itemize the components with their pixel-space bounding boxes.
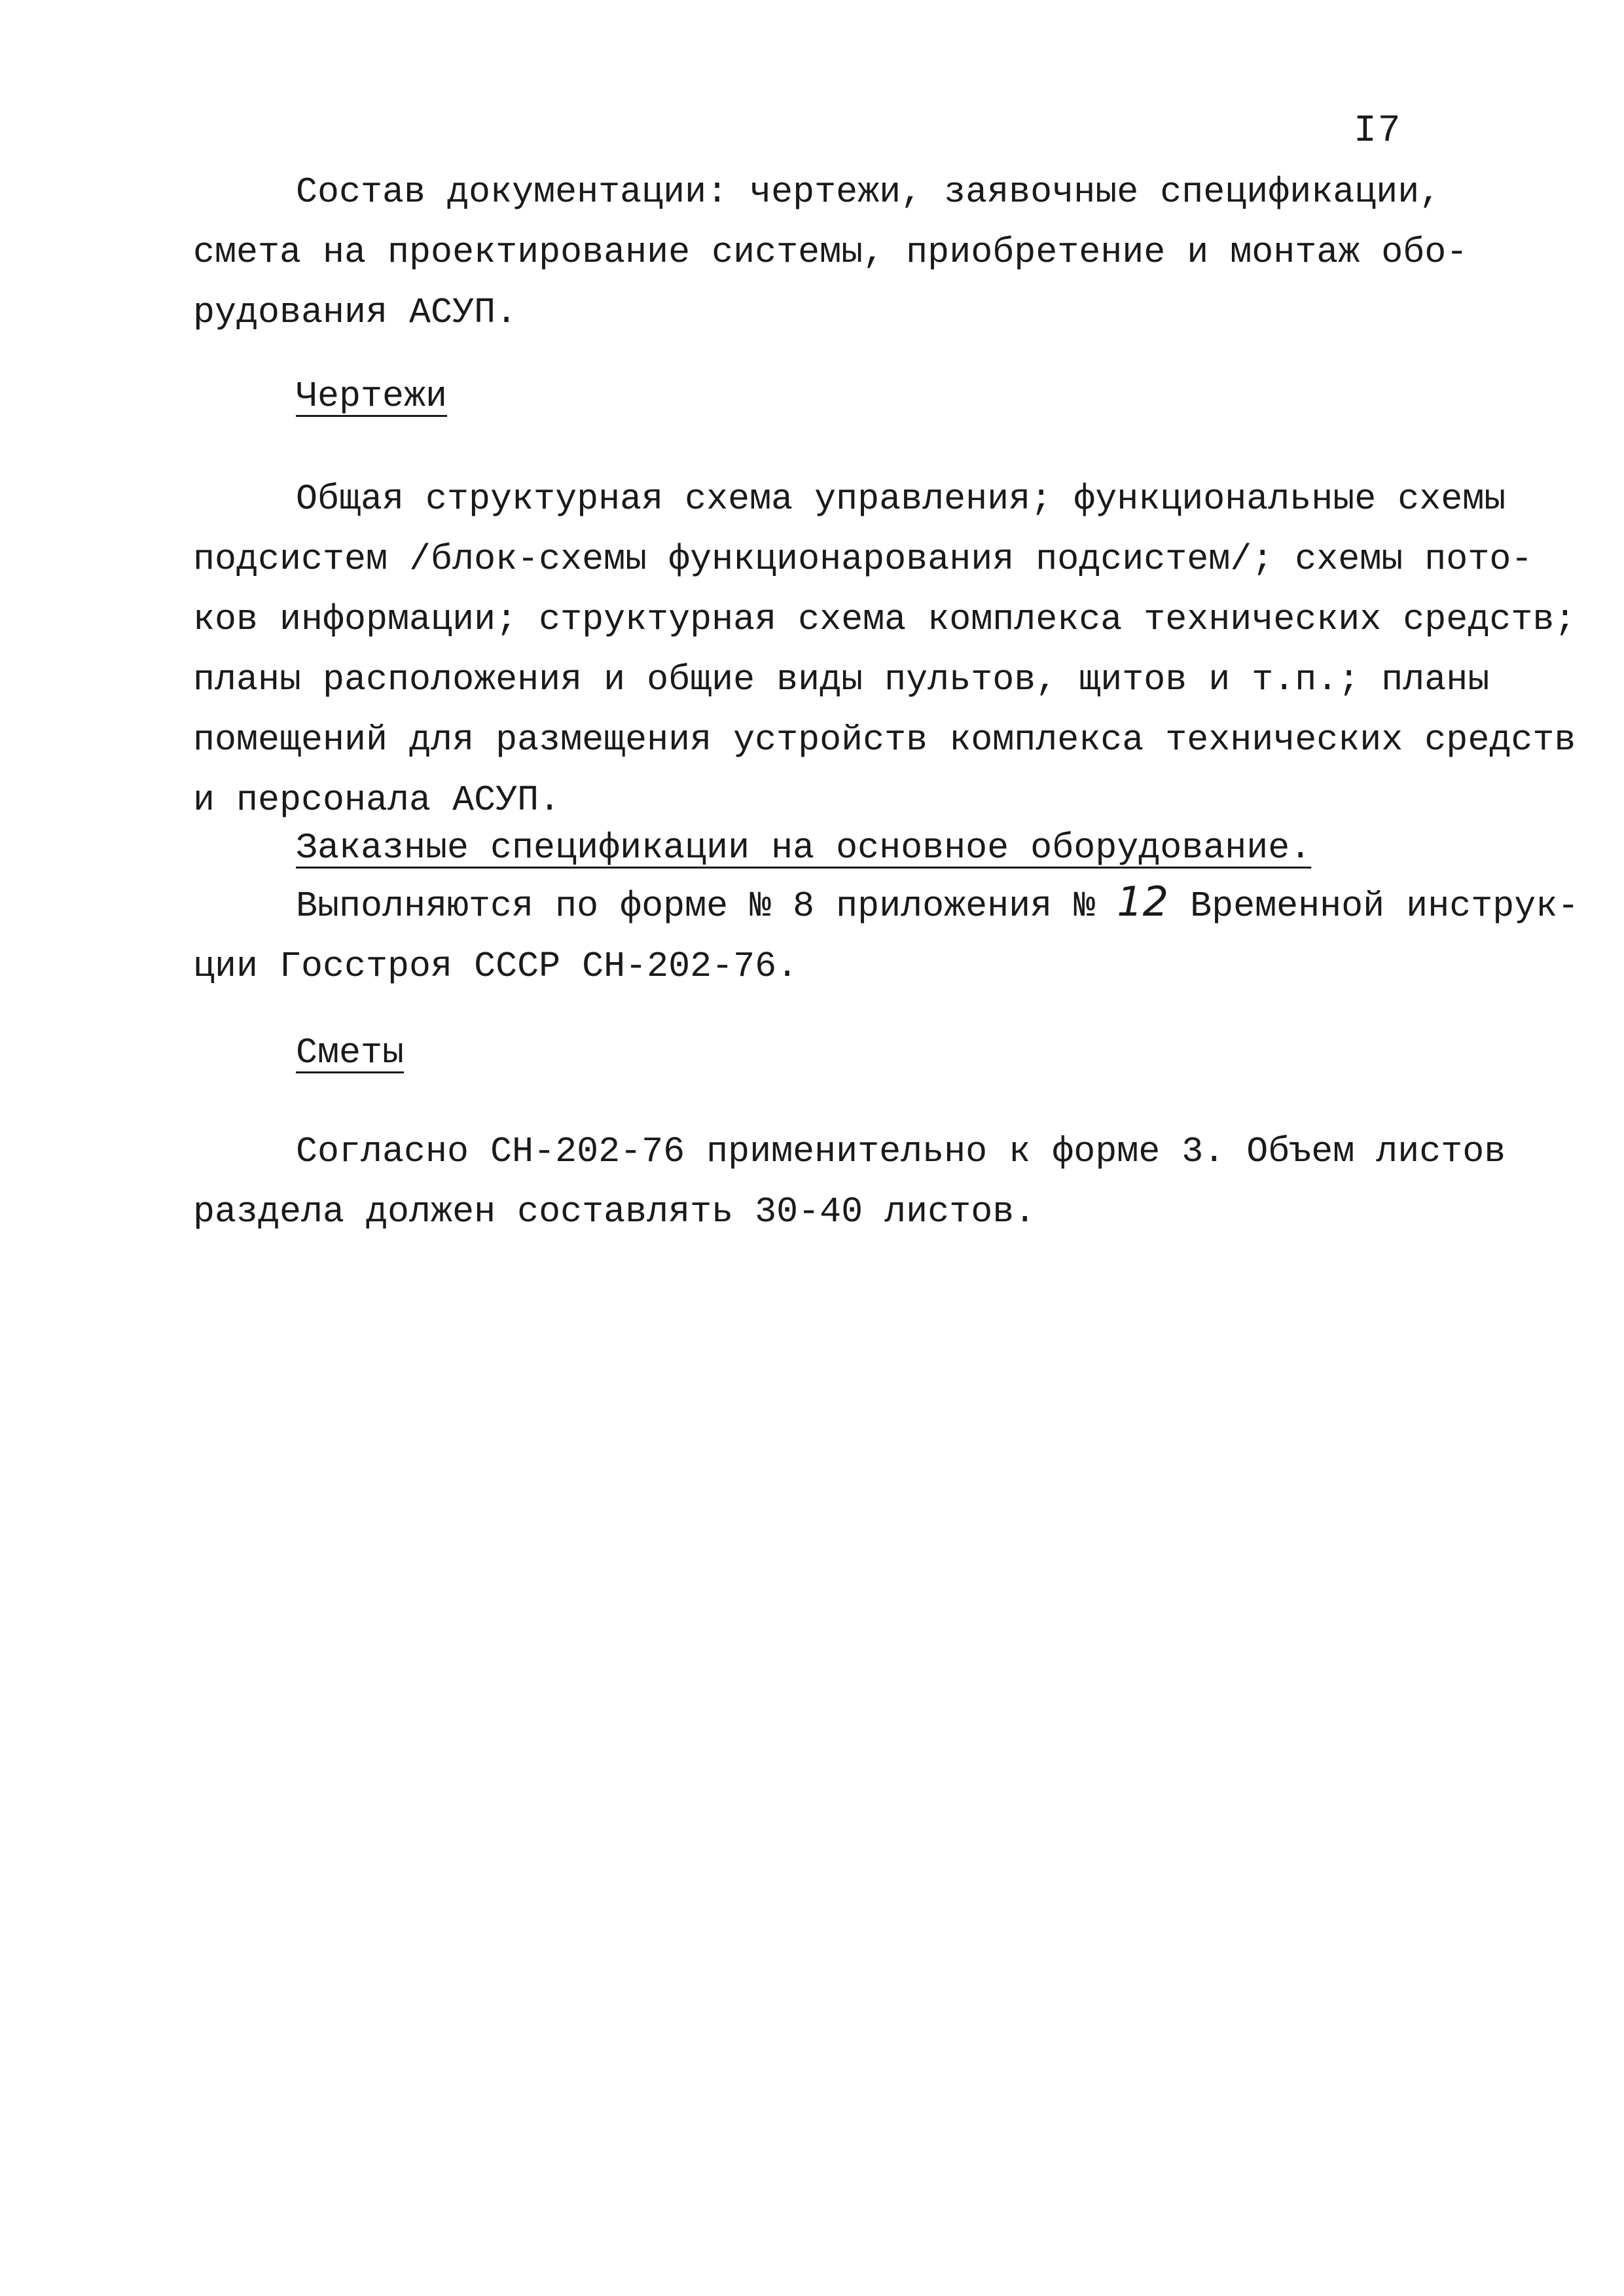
- specifications-text: Временной инструк-: [1168, 886, 1579, 927]
- estimates-heading: Сметы: [296, 1032, 405, 1073]
- specifications-paragraph: [193, 872, 1579, 997]
- handwritten-number: 12: [1117, 878, 1169, 925]
- intro-line: Состав документации: чертежи, заявочные спецификации,: [296, 171, 1441, 213]
- drawings-line: планы расположения и общие виды пультов, щитов и т.п.; планы: [193, 659, 1490, 700]
- drawings-line: и персонала АСУП.: [193, 780, 561, 821]
- estimates-line: раздела должен составлять 30-40 листов.: [193, 1191, 1036, 1232]
- drawings-line: помещений для размещения устройств комплекса технических средств: [193, 719, 1576, 761]
- estimates-paragraph: [193, 1122, 1506, 1242]
- specifications-heading: Заказные спецификации на основное оборудование.: [296, 827, 1312, 869]
- drawings-paragraph: [193, 469, 1576, 831]
- estimates-line: Согласно СН-202-76 применительно к форме 3. Объем листов: [296, 1131, 1506, 1172]
- drawings-line: подсистем /блок-схемы функционарования подсистем/; схемы пото-: [193, 539, 1533, 580]
- page-number: I7: [1354, 110, 1402, 152]
- intro-line: рудования АСУП.: [193, 292, 518, 333]
- drawings-line: Общая структурная схема управления; функциональные схемы: [296, 478, 1506, 520]
- specifications-line: ции Госстроя СССР СН-202-76.: [193, 946, 799, 987]
- drawings-line: ков информации; структурная схема комплекса технических средств;: [193, 599, 1576, 640]
- intro-paragraph: [193, 162, 1468, 343]
- specifications-line: [193, 872, 1579, 937]
- drawings-heading: Чертежи: [296, 376, 448, 417]
- specifications-text: Выполняются по форме № 8 приложения №: [296, 886, 1117, 927]
- intro-line: смета на проектирование системы, приобретение и монтаж обо-: [193, 232, 1468, 273]
